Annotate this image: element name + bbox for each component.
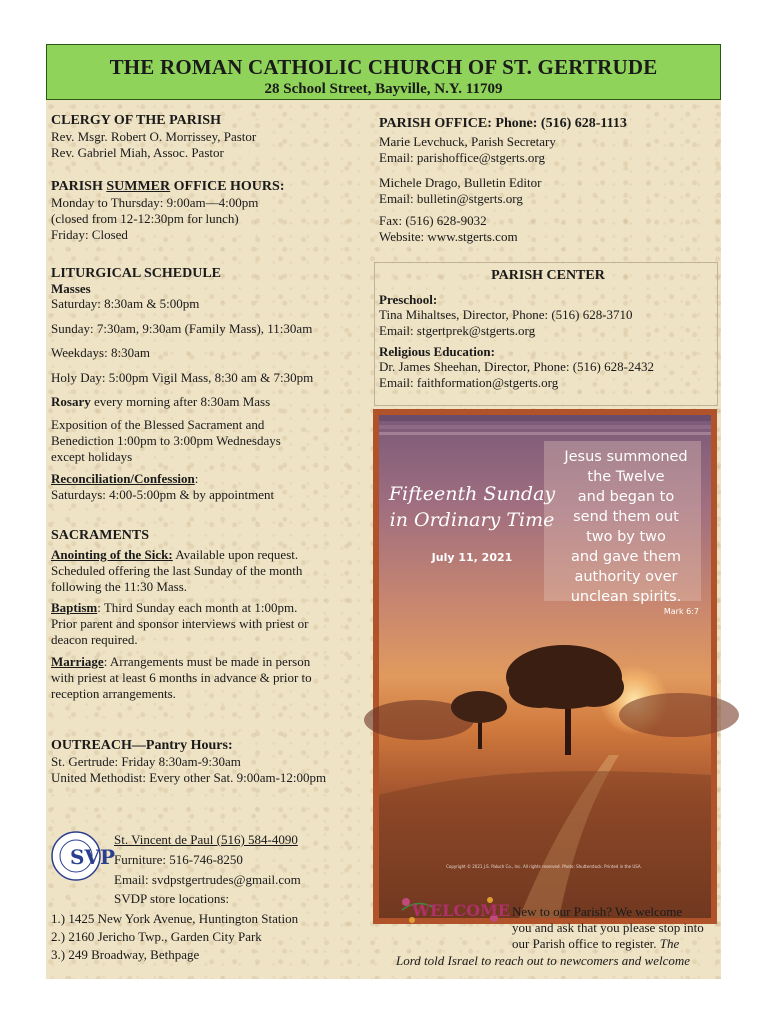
welcome-word: WELCOME (412, 901, 510, 920)
svdp-furniture: Furniture: 516-746-8250 (114, 852, 243, 867)
svdp-section (114, 830, 374, 908)
welcome-text (512, 904, 722, 952)
mass-sunday: Sunday: 7:30am, 9:30am (Family Mass), 11:30am (51, 321, 313, 336)
welcome-line-part: our Parish office to register. (512, 936, 660, 951)
church-address: 28 School Street, Bayville, N.Y. 11709 (264, 81, 503, 97)
rosary-label: Rosary (51, 394, 91, 409)
svdp-stores-label: SVDP store locations: (114, 891, 230, 906)
cover-date: July 11, 2021 (431, 551, 513, 564)
svdp-email[interactable]: Email: svdpstgertrudes@gmail.com (114, 872, 301, 887)
mass-weekdays: Weekdays: 8:30am (51, 345, 150, 360)
welcome-flower-graphic (398, 894, 510, 926)
religious-ed-email[interactable]: Email: faithformation@stgerts.org (379, 375, 559, 390)
store-line: 1.) 1425 New York Avenue, Huntington Station (51, 911, 299, 926)
welcome-line: Lord told Israel to reach out to newcomers and welcome (396, 953, 691, 968)
store-line: 2.) 2160 Jericho Twp., Garden City Park (51, 929, 262, 944)
heading-part: OFFICE HOURS: (170, 179, 285, 194)
preschool-email[interactable]: Email: stgertprek@stgerts.org (379, 323, 536, 338)
editor-email[interactable]: Email: bulletin@stgerts.org (379, 191, 523, 206)
outreach-heading: OUTREACH—Pantry Hours: (51, 738, 233, 753)
sacraments-heading: SACRAMENTS (51, 528, 150, 543)
welcome-line (512, 936, 722, 952)
clergy-line: Rev. Gabriel Miah, Assoc. Pastor (51, 145, 224, 160)
rosary-line (51, 394, 373, 410)
svdp-stores (51, 910, 371, 964)
marriage-label: Marriage (51, 654, 104, 669)
liturgical-heading: LITURGICAL SCHEDULE (51, 266, 221, 281)
masses-label: Masses (51, 281, 91, 296)
colon: : (194, 471, 199, 486)
parish-office-section (379, 116, 719, 245)
parish-office-heading: PARISH OFFICE: Phone: (516) 628-1113 (379, 116, 627, 131)
store-line: 3.) 249 Broadway, Bethpage (51, 947, 200, 962)
preschool-label: Preschool: (379, 292, 438, 307)
svdp-logo (50, 830, 115, 882)
welcome-last-line (396, 953, 721, 969)
welcome-line: you and ask that you please stop into (512, 920, 704, 935)
tree-landscape-illustration (379, 415, 711, 918)
heading-part: PARISH (51, 179, 107, 194)
religious-ed-line: Dr. James Sheehan, Director, Phone: (516) 628-2432 (379, 359, 654, 374)
clergy-heading: CLERGY OF THE PARISH (51, 113, 221, 128)
bulletin-cover-image (373, 409, 717, 924)
outreach-line: United Methodist: Every other Sat. 9:00am-12:00pm (51, 770, 327, 785)
exposition-line: except holidays (51, 449, 133, 464)
quote-line: and began to (577, 489, 675, 505)
header-banner (46, 44, 721, 100)
religious-ed-label: Religious Education: (379, 344, 495, 359)
marriage-line: with priest at least 6 months in advance & prior to (51, 670, 312, 685)
liturgical-section (51, 266, 373, 503)
baptism-line: Prior parent and sponsor interviews with priest or (51, 616, 309, 631)
secretary: Marie Levchuck, Parish Secretary (379, 134, 556, 149)
fax: Fax: (516) 628-9032 (379, 213, 487, 228)
logo-letters: SVP (70, 845, 115, 869)
cover-title-line: Fifteenth Sunday (388, 483, 556, 505)
scripture-reference: Mark 6:7 (663, 607, 699, 616)
quote-line: two by two (586, 529, 666, 545)
reconciliation-label: Reconciliation/Confession (51, 471, 195, 486)
baptism-line (51, 600, 373, 616)
rosary-text: every morning after 8:30am Mass (90, 394, 271, 409)
exposition-line: Benediction 1:00pm to 3:00pm Wednesdays (51, 433, 281, 448)
quote-line: Jesus summoned (564, 449, 688, 465)
svdp-logo-icon (50, 830, 115, 882)
marriage-text: : Arrangements must be made in person (103, 654, 311, 669)
website[interactable]: Website: www.stgerts.com (379, 229, 518, 244)
anointing-line (51, 547, 373, 563)
anointing-label: Anointing of the Sick: (51, 547, 173, 562)
editor: Michele Drago, Bulletin Editor (379, 175, 542, 190)
anointing-text: Available upon request. (172, 547, 299, 562)
summer-hours-heading (51, 179, 371, 195)
hours-line: Friday: Closed (51, 227, 128, 242)
baptism-label: Baptism (51, 600, 98, 615)
anointing-line: Scheduled offering the last Sunday of the month (51, 563, 303, 578)
marriage-line: reception arrangements. (51, 686, 176, 701)
anointing-line: following the 11:30 Mass. (51, 579, 188, 594)
mass-saturday: Saturday: 8:30am & 5:00pm (51, 296, 200, 311)
bulletin-page (46, 44, 721, 979)
summer-hours-section (51, 179, 371, 243)
cover-fine-print: Copyright © 2021 J.S. Paluch Co., Inc. All rights reserved. Photo: Shutterstock. Printed in the USA. (446, 864, 642, 869)
church-title: THE ROMAN CATHOLIC CHURCH OF ST. GERTRUDE (109, 55, 658, 79)
clergy-section (51, 113, 371, 161)
hours-line: Monday to Thursday: 9:00am—4:00pm (51, 195, 259, 210)
quote-line: and gave them (570, 549, 681, 565)
reconciliation-text: Saturdays: 4:00-5:00pm & by appointment (51, 487, 275, 502)
quote-line: authority over (574, 569, 678, 585)
cover-artwork (379, 415, 711, 918)
hours-line: (closed from 12-12:30pm for lunch) (51, 211, 239, 226)
cover-title-line: in Ordinary Time (389, 509, 555, 531)
exposition-line: Exposition of the Blessed Sacrament and (51, 417, 265, 432)
secretary-email[interactable]: Email: parishoffice@stgerts.org (379, 150, 546, 165)
outreach-line: St. Gertrude: Friday 8:30am-9:30am (51, 754, 241, 769)
clergy-line: Rev. Msgr. Robert O. Morrissey, Pastor (51, 129, 257, 144)
baptism-text: : Third Sunday each month at 1:00pm. (97, 600, 298, 615)
outreach-section (51, 738, 373, 786)
mass-holy-day: Holy Day: 5:00pm Vigil Mass, 8:30 am & 7:30pm (51, 370, 314, 385)
quote-line: send them out (573, 509, 679, 525)
marriage-line (51, 654, 373, 670)
welcome-line-part: The (659, 936, 680, 951)
svdp-name[interactable]: St. Vincent de Paul (516) 584-4090 (114, 832, 298, 847)
heading-part: SUMMER (106, 179, 171, 194)
preschool-line: Tina Mihaltses, Director, Phone: (516) 628-3710 (379, 307, 633, 322)
welcome-line: New to our Parish? We welcome (512, 904, 683, 919)
quote-line: unclean spirits. (570, 589, 682, 605)
parish-center-section (379, 268, 717, 391)
baptism-line: deacon required. (51, 632, 138, 647)
quote-line: the Twelve (587, 469, 665, 485)
sacraments-section (51, 528, 373, 702)
reconciliation-label-line (51, 471, 373, 487)
parish-center-heading: PARISH CENTER (491, 268, 605, 283)
